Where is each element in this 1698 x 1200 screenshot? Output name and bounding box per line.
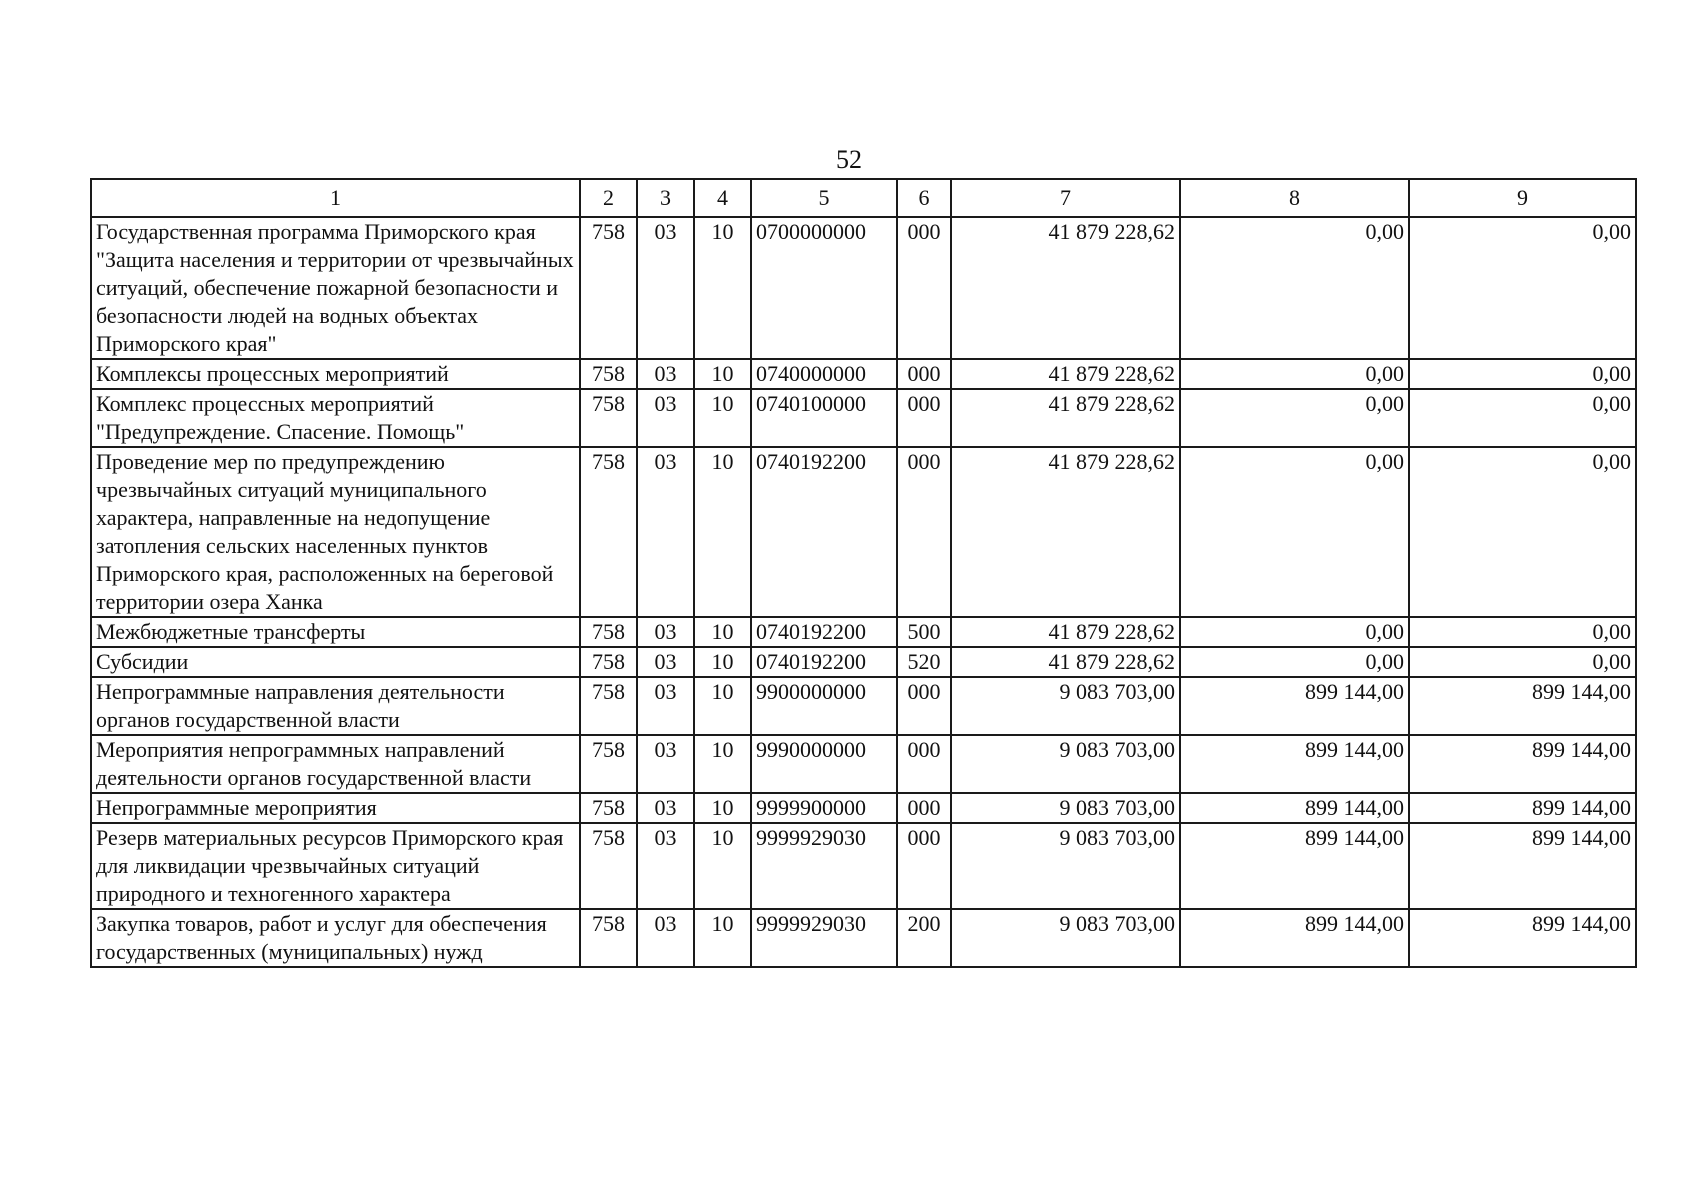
amount-col-8: 0,00 (1180, 447, 1409, 617)
table-row (91, 617, 1636, 647)
section-code: 03 (637, 735, 694, 793)
page-number: 52 (836, 145, 862, 174)
section-code: 03 (637, 217, 694, 359)
section-code: 03 (637, 617, 694, 647)
column-header: 8 (1180, 179, 1409, 217)
column-header: 4 (694, 179, 751, 217)
subsection-code: 10 (694, 909, 751, 967)
expense-type-code: 000 (897, 389, 951, 447)
table-row (91, 447, 1636, 617)
target-article-code: 0740000000 (751, 359, 897, 389)
table-row (91, 389, 1636, 447)
amount-col-7: 9 083 703,00 (951, 677, 1180, 735)
table-row (91, 359, 1636, 389)
subsection-code: 10 (694, 735, 751, 793)
item-name: Межбюджетные трансферты (91, 617, 580, 647)
table-row (91, 647, 1636, 677)
amount-col-7: 41 879 228,62 (951, 359, 1180, 389)
column-header: 9 (1409, 179, 1636, 217)
target-article-code: 9990000000 (751, 735, 897, 793)
subsection-code: 10 (694, 793, 751, 823)
expense-type-code: 000 (897, 359, 951, 389)
ministry-code: 758 (580, 735, 637, 793)
ministry-code: 758 (580, 647, 637, 677)
table-row (91, 793, 1636, 823)
ministry-code: 758 (580, 617, 637, 647)
subsection-code: 10 (694, 677, 751, 735)
section-code: 03 (637, 677, 694, 735)
table-row (91, 677, 1636, 735)
item-name: Комплексы процессных мероприятий (91, 359, 580, 389)
amount-col-9: 0,00 (1409, 389, 1636, 447)
item-name: Проведение мер по предупреждению чрезвычайных ситуаций муниципального характера, направленные на недопущение затопления сельских населенных пунктов Приморского края, расположенных на береговой территории озера Ханка (91, 447, 580, 617)
target-article-code: 9999929030 (751, 823, 897, 909)
column-header: 3 (637, 179, 694, 217)
subsection-code: 10 (694, 823, 751, 909)
expense-type-code: 200 (897, 909, 951, 967)
item-name: Резерв материальных ресурсов Приморского края для ликвидации чрезвычайных ситуаций природного и техногенного характера (91, 823, 580, 909)
column-header: 6 (897, 179, 951, 217)
ministry-code: 758 (580, 447, 637, 617)
amount-col-7: 9 083 703,00 (951, 909, 1180, 967)
amount-col-8: 0,00 (1180, 389, 1409, 447)
table-body (91, 217, 1636, 967)
table-row (91, 735, 1636, 793)
amount-col-7: 41 879 228,62 (951, 217, 1180, 359)
expense-type-code: 500 (897, 617, 951, 647)
section-code: 03 (637, 793, 694, 823)
column-number-row (91, 179, 1636, 217)
subsection-code: 10 (694, 447, 751, 617)
section-code: 03 (637, 647, 694, 677)
amount-col-9: 0,00 (1409, 447, 1636, 617)
item-name: Государственная программа Приморского края "Защита населения и территории от чрезвычайных ситуаций, обеспечение пожарной безопасности и безопасности людей на водных объектах Приморского края" (91, 217, 580, 359)
amount-col-9: 899 144,00 (1409, 793, 1636, 823)
amount-col-9: 899 144,00 (1409, 677, 1636, 735)
amount-col-7: 9 083 703,00 (951, 793, 1180, 823)
target-article-code: 0700000000 (751, 217, 897, 359)
section-code: 03 (637, 359, 694, 389)
amount-col-7: 41 879 228,62 (951, 647, 1180, 677)
amount-col-9: 0,00 (1409, 359, 1636, 389)
subsection-code: 10 (694, 617, 751, 647)
table-row (91, 217, 1636, 359)
item-name: Мероприятия непрограммных направлений деятельности органов государственной власти (91, 735, 580, 793)
amount-col-9: 899 144,00 (1409, 909, 1636, 967)
target-article-code: 9999900000 (751, 793, 897, 823)
expense-type-code: 000 (897, 735, 951, 793)
amount-col-7: 41 879 228,62 (951, 447, 1180, 617)
subsection-code: 10 (694, 359, 751, 389)
subsection-code: 10 (694, 647, 751, 677)
item-name: Комплекс процессных мероприятий "Предупреждение. Спасение. Помощь" (91, 389, 580, 447)
amount-col-8: 0,00 (1180, 217, 1409, 359)
ministry-code: 758 (580, 389, 637, 447)
amount-col-9: 0,00 (1409, 617, 1636, 647)
item-name: Закупка товаров, работ и услуг для обеспечения государственных (муниципальных) нужд (91, 909, 580, 967)
subsection-code: 10 (694, 217, 751, 359)
section-code: 03 (637, 909, 694, 967)
amount-col-9: 0,00 (1409, 647, 1636, 677)
target-article-code: 0740192200 (751, 647, 897, 677)
column-header: 2 (580, 179, 637, 217)
amount-col-9: 0,00 (1409, 217, 1636, 359)
amount-col-8: 0,00 (1180, 617, 1409, 647)
amount-col-8: 899 144,00 (1180, 793, 1409, 823)
amount-col-8: 899 144,00 (1180, 909, 1409, 967)
table-row (91, 823, 1636, 909)
target-article-code: 0740192200 (751, 447, 897, 617)
column-header: 5 (751, 179, 897, 217)
expense-type-code: 000 (897, 793, 951, 823)
amount-col-7: 9 083 703,00 (951, 735, 1180, 793)
item-name: Субсидии (91, 647, 580, 677)
amount-col-8: 899 144,00 (1180, 823, 1409, 909)
section-code: 03 (637, 823, 694, 909)
amount-col-7: 41 879 228,62 (951, 389, 1180, 447)
ministry-code: 758 (580, 793, 637, 823)
amount-col-9: 899 144,00 (1409, 735, 1636, 793)
target-article-code: 0740192200 (751, 617, 897, 647)
item-name: Непрограммные направления деятельности органов государственной власти (91, 677, 580, 735)
target-article-code: 9900000000 (751, 677, 897, 735)
expense-type-code: 000 (897, 677, 951, 735)
amount-col-8: 899 144,00 (1180, 677, 1409, 735)
ministry-code: 758 (580, 359, 637, 389)
amount-col-8: 0,00 (1180, 359, 1409, 389)
item-name: Непрограммные мероприятия (91, 793, 580, 823)
subsection-code: 10 (694, 389, 751, 447)
column-header: 7 (951, 179, 1180, 217)
ministry-code: 758 (580, 909, 637, 967)
column-header: 1 (91, 179, 580, 217)
table-row (91, 909, 1636, 967)
amount-col-8: 899 144,00 (1180, 735, 1409, 793)
budget-table (90, 178, 1637, 968)
expense-type-code: 000 (897, 447, 951, 617)
expense-type-code: 000 (897, 217, 951, 359)
expense-type-code: 000 (897, 823, 951, 909)
target-article-code: 9999929030 (751, 909, 897, 967)
expense-type-code: 520 (897, 647, 951, 677)
ministry-code: 758 (580, 677, 637, 735)
ministry-code: 758 (580, 217, 637, 359)
amount-col-9: 899 144,00 (1409, 823, 1636, 909)
amount-col-7: 41 879 228,62 (951, 617, 1180, 647)
amount-col-7: 9 083 703,00 (951, 823, 1180, 909)
section-code: 03 (637, 447, 694, 617)
target-article-code: 0740100000 (751, 389, 897, 447)
amount-col-8: 0,00 (1180, 647, 1409, 677)
ministry-code: 758 (580, 823, 637, 909)
section-code: 03 (637, 389, 694, 447)
